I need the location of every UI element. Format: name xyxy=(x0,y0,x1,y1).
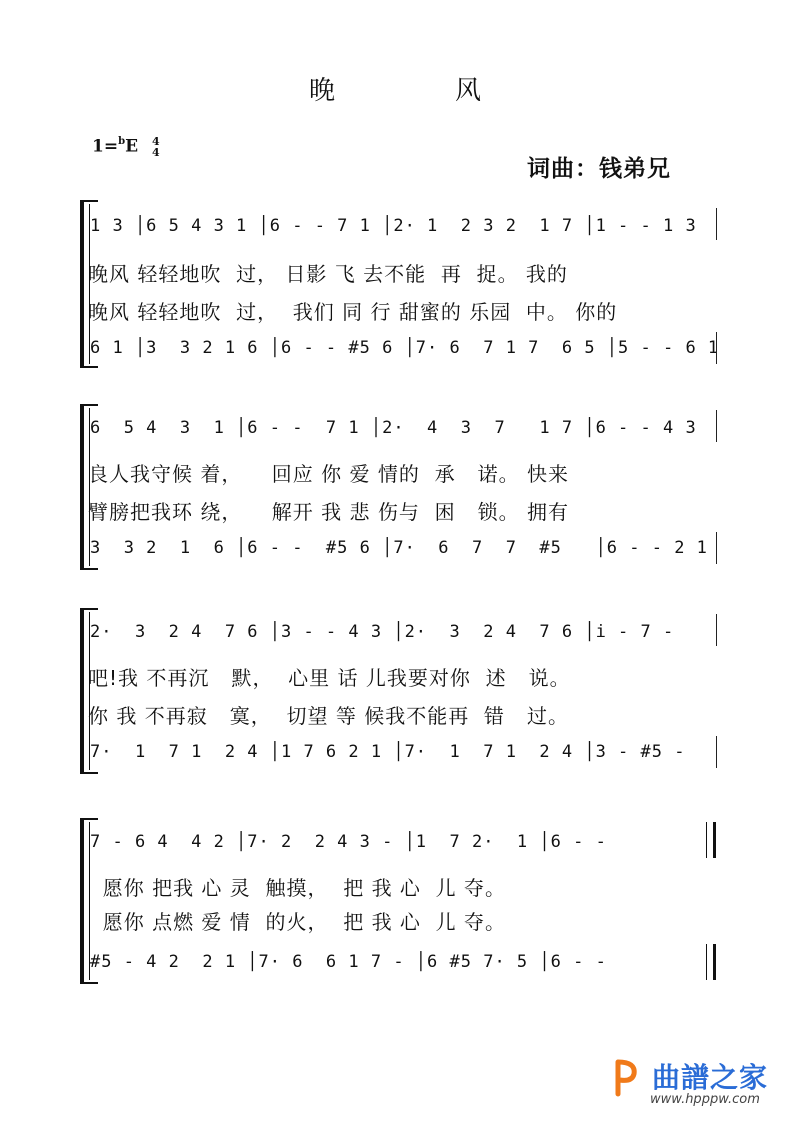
site-logo xyxy=(612,1052,782,1112)
system-2 xyxy=(80,404,720,570)
melody-line: 7 - 6 4 4 2 │7· 2 2 4 3 - │1 7 2· 1 │6 - - xyxy=(90,832,607,852)
time-top: 4 xyxy=(151,135,160,148)
final-barline xyxy=(706,822,716,858)
lyric-line-2: 愿你 点燃 爱 情 的火， 把 我 心 儿 夺。 xyxy=(88,910,507,934)
bass-line: #5 - 4 2 2 1 │7· 6 6 1 7 - │6 #5 7· 5 │6 - - xyxy=(90,952,607,972)
barline-end xyxy=(716,332,717,364)
lyric-line-2: 晚风 轻轻地吹 过， 我们 同 行 甜蜜的 乐园 中。 你的 xyxy=(88,300,618,324)
flat-sign: b xyxy=(118,136,126,147)
melody-line: 1 3 │6 5 4 3 1 │6 - - 7 1 │2· 1 2 3 2 1 7 │1 - - 1 3 xyxy=(90,216,697,236)
author: 词曲：钱弟兄 xyxy=(527,156,671,182)
barline-end xyxy=(716,614,717,646)
logo-name: 曲譜之家 xyxy=(652,1061,769,1094)
system-1 xyxy=(80,200,720,368)
melody-line: 2· 3 2 4 7 6 │3 - - 4 3 │2· 3 2 4 7 6 │i - 7 - xyxy=(90,622,675,642)
lyric-line-1: 晚风 轻轻地吹 过， 日影 飞 去不能 再 捉。 我的 xyxy=(88,262,568,286)
bass-line: 7· 1 7 1 2 4 │1 7 6 2 1 │7· 1 7 1 2 4 │3 - #5 - xyxy=(90,742,686,762)
barline-end xyxy=(716,736,717,768)
time-signature xyxy=(152,136,160,158)
lyric-line-1: 愿你 把我 心 灵 触摸， 把 我 心 儿 夺。 xyxy=(88,876,507,900)
bass-line: 6 1 │3 3 2 1 6 │6 - - #5 6 │7· 6 7 1 7 6 5 │5 - - 6 1 xyxy=(90,338,720,358)
system-4 xyxy=(80,818,720,984)
logo-url: www.hpppw.com xyxy=(650,1092,760,1107)
lyric-line-2: 你 我 不再寂 寞， 切望 等 候我不能再 错 过。 xyxy=(88,704,570,728)
barline-end xyxy=(716,410,717,442)
page-title xyxy=(0,70,792,107)
melody-line: 6 5 4 3 1 │6 - - 7 1 │2· 4 3 7 1 7 │6 - - 4 3 xyxy=(90,418,697,438)
lyric-line-1: 吧!我 不再沉 默， 心里 话 儿我要对你 述 说。 xyxy=(88,666,571,690)
barline-end xyxy=(716,208,717,240)
system-3 xyxy=(80,608,720,774)
time-bottom: 4 xyxy=(151,146,160,159)
key-note: E xyxy=(125,136,139,157)
logo-mark-icon xyxy=(612,1058,640,1098)
key-prefix: 1= xyxy=(92,136,119,157)
lyric-line-1: 良人我守候 着， 回应 你 爱 情的 承 诺。 快来 xyxy=(88,462,570,486)
title-char-1: 晚 xyxy=(308,76,337,106)
bass-line: 3 3 2 1 6 │6 - - #5 6 │7· 6 7 7 #5 │6 - - 2 1 xyxy=(90,538,708,558)
title-char-2: 风 xyxy=(455,76,484,106)
key-signature xyxy=(92,136,160,158)
final-barline xyxy=(706,944,716,980)
barline-end xyxy=(716,532,717,564)
lyric-line-2: 臂膀把我环 绕， 解开 我 悲 伤与 困 锁。 拥有 xyxy=(88,500,570,524)
